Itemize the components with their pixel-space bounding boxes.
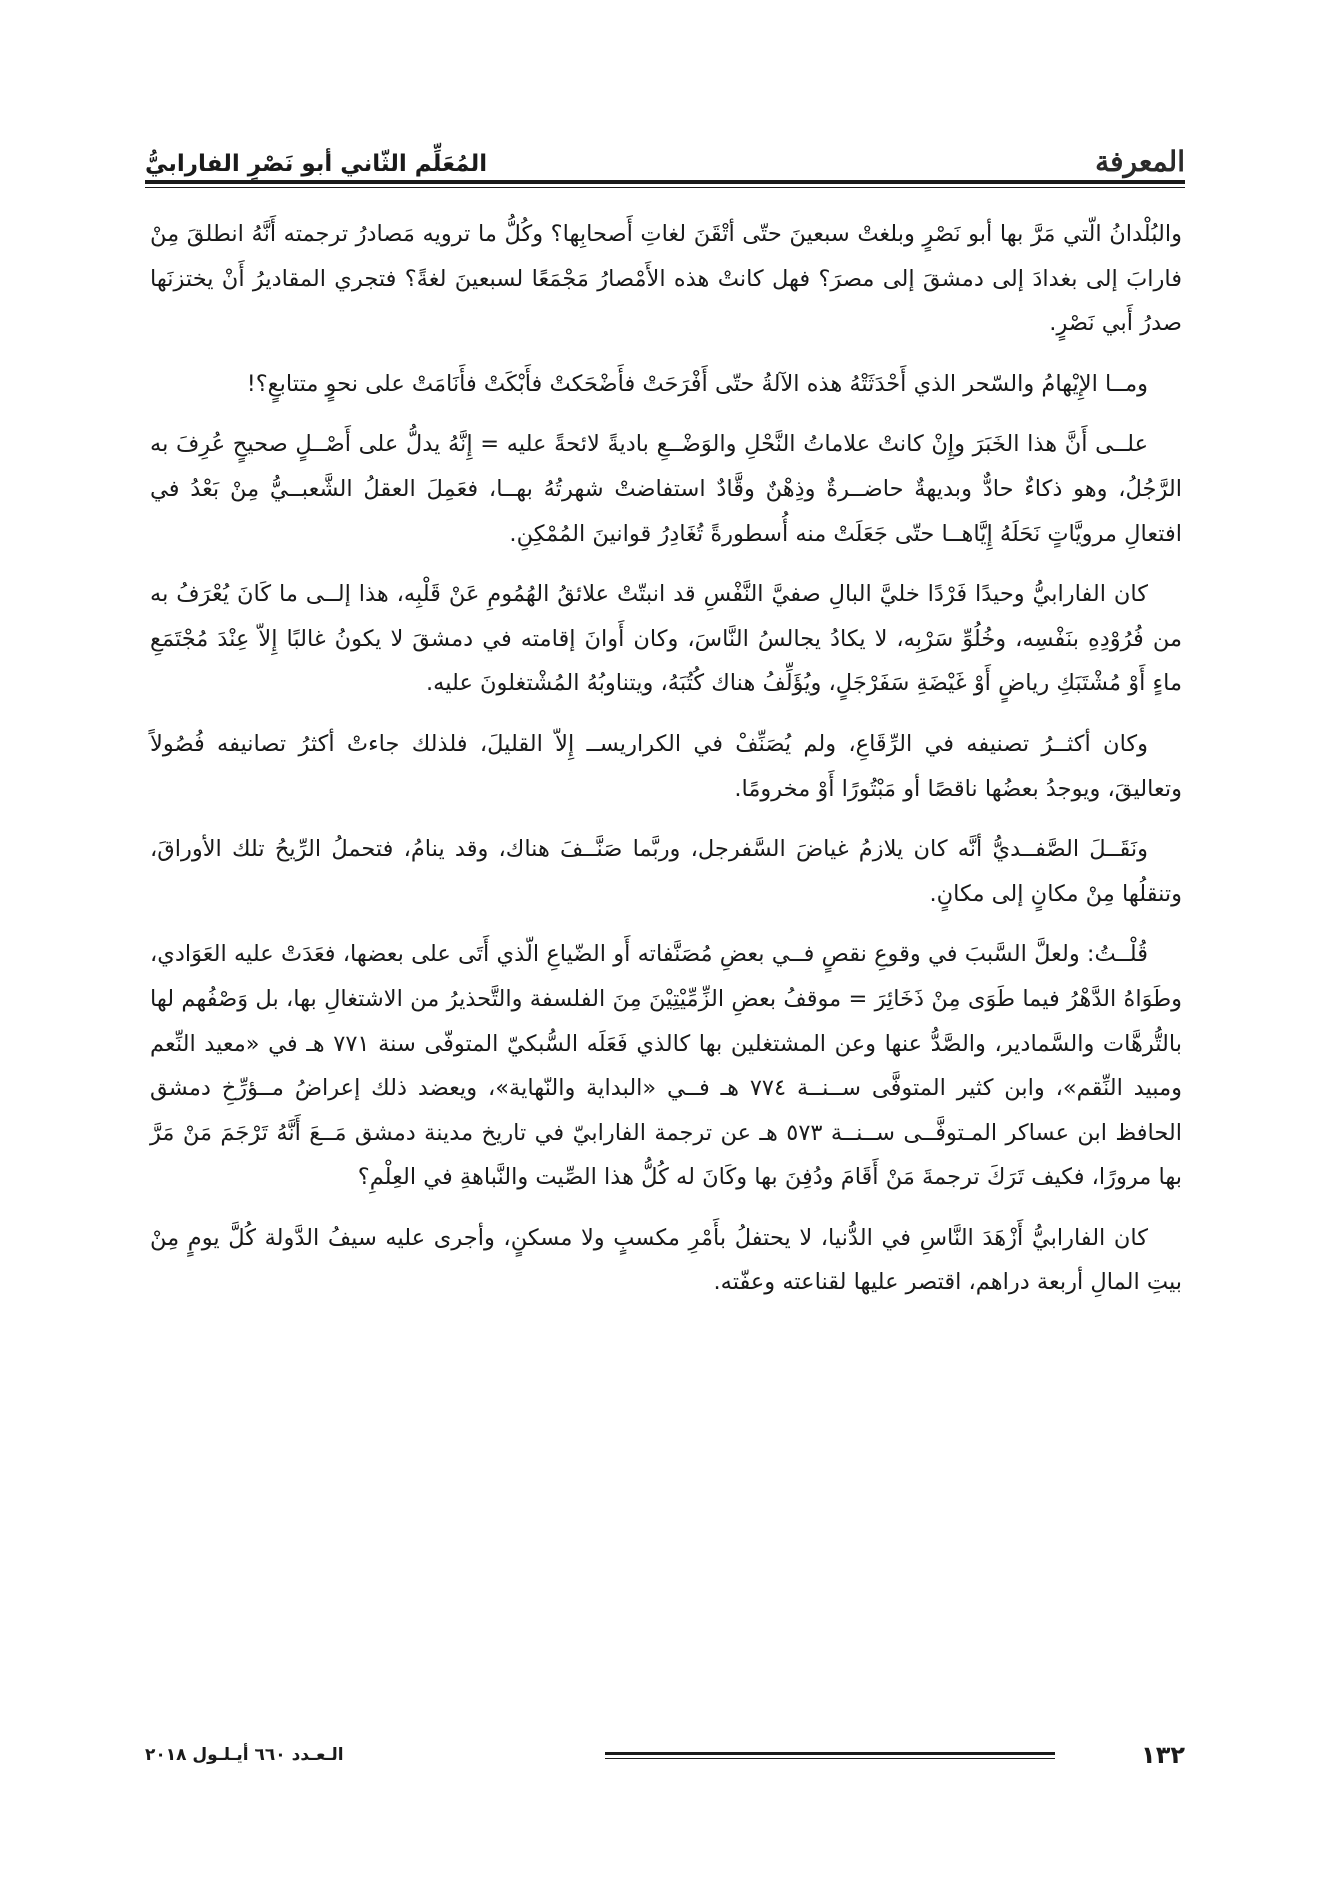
- page-footer: [145, 1740, 1185, 1770]
- issue-info: الـعـدد ٦٦٠ أيـلـول ٢٠١٨: [145, 1745, 344, 1765]
- paragraph-5: وكان أكثــرُ تصنيفه في الرِّقَاعِ، ولم يُصَنِّفْ في الكراريســ إِلاّ القليلَ، فلذلك جاءتْ أكثرُ تصانيفه فُصُولاً وتعاليقَ، ويوجدُ بعضُها ناقصًا أو مَبْتُورًا أَوْ مخرومًا.: [150, 730, 1182, 802]
- paragraph-3: علــى أَنَّ هذا الخَبَرَ وإِنْ كانتْ علاماتُ النَّحْلِ والوَضْــعِ باديةً لائحةً عليه = إِنَّهُ يدلُّ على أَصْــلٍ صحيحٍ عُرِفَ به الرَّجُلُ، وهو ذكاءٌ حادٌّ وبديهةٌ حاضــرةٌ وذِهْنٌ وقَّادٌ استفاضتْ شهرتُهُ بهــا، فعَمِلَ العقلُ الشَّعبــيُّ مِنْ بَعْدُ في افتعالِ مرويَّاتٍ نَحَلَهُ إِيَّاهــا حتّى جَعَلَتْ منه أُسطورةً تُغَادِرُ قوانينَ المُمْكِنِ.: [150, 431, 1182, 547]
- paragraph-1: والبُلْدانُ الّتي مَرَّ بها أبو نَصْرٍ وبلغتْ سبعينَ حتّى أتْقَنَ لغاتِ أَصحابِها؟ وكُلُّ ما ترويه مَصادرُ ترجمته أَنَّهُ انطلقَ مِنْ فارابَ إلى بغدادَ إلى دمشقَ إلى مصرَ؟ فهل كانتْ هذه الأَمْصارُ مَجْمَعًا لسبعينَ لغةً؟ فتجري المقاديرُ أَنْ يختزنَها صدرُ أَبي نَصْرٍ.: [150, 221, 1182, 337]
- running-title: المُعَلِّم الثّاني أبو نَصْرٍ الفارابيُّ: [145, 151, 488, 177]
- article-body: [150, 212, 1182, 1321]
- footer-rule-thick: [605, 1752, 1055, 1755]
- header-rule-thick: [145, 180, 1185, 184]
- paragraph-8: كان الفارابيُّ أَزْهَدَ النَّاسِ في الدُّنيا، لا يحتفلُ بأَمْرِ مكسبٍ ولا مسكنٍ، وأجرى عليه سيفُ الدَّولة كُلَّ يومٍ مِنْ بيتِ المالِ أربعة دراهم، اقتصر عليها لقناعته وعفّته.: [150, 1224, 1182, 1296]
- page-number: ١٣٢: [1141, 1741, 1185, 1769]
- paragraph-7: قُلْــتُ: ولعلَّ السَّببَ في وقوعِ نقصٍ فــي بعضِ مُصَنَّفاته أَو الضّياعِ الّذي أَتَى على بعضها، فعَدَتْ عليه العَوَادي، وطَوَاهُ الدَّهْرُ فيما طَوَى مِنْ ذَخَائِرَ = موقفُ بعضِ الزِّمِّيْتِيْنَ مِنَ الفلسفة والتَّحذيرُ من الاشتغالِ بها، بل وَصْفُهم لها بالتُّرهَّات والسَّمادير، والصَّدُّ عنها وعن المشتغلين بها كالذي فَعَلَه السُّبكيّ المتوفّى سنة ٧٧١ هـ في «معيد النِّعم ومبيد النِّقم»، وابن كثير المتوفَّى ســنــة ٧٧٤ هـ فــي «البداية والنّهاية»، ويعضد ذلك إعراضُ مــؤرِّخِ دمشق الحافظ ابن عساكر المـتوفَّــى ســنــة ٥٧٣ هـ عن ترجمة الفارابيّ في تاريخ مدينة دمشق مَــعَ أَنَّهُ تَرْجَمَ مَنْ مَرَّ بها مرورًا، فكيف تَرَكَ ترجمةَ مَنْ أَقَامَ ودُفِنَ بها وكَانَ له كُلُّ هذا الصِّيت والنَّباهةِ في العِلْمِ؟: [150, 941, 1182, 1191]
- paragraph-6: ونَقَــلَ الصَّفــديُّ أنَّه كان يلازمُ غياضَ السَّفرجل، وربَّما صَنَّــفَ هناك، وقد ينامُ، فتحملُ الرِّيحُ تلك الأوراقَ، وتنقلُها مِنْ مكانٍ إلى مكانٍ.: [150, 836, 1182, 907]
- page-header: [145, 128, 1185, 176]
- magazine-logo: المعرفة: [1095, 145, 1185, 178]
- footer-rule-thin: [605, 1758, 1055, 1759]
- paragraph-2: ومــا الإِيْهامُ والسّحر الذي أَحْدَثَتْهُ هذه الآلةُ حتّى أَفْرَحَتْ فأَضْحَكتْ فأَبْكَتْ فأَنَامَتْ على نحوٍ متتابعٍ؟!: [246, 370, 1148, 397]
- footer-rule: [605, 1752, 1055, 1759]
- header-rule-thin: [145, 187, 1185, 188]
- paragraph-4: كان الفارابيُّ وحيدًا فَرْدًا خليَّ البالِ صفيَّ النَّفْسِ قد انبتّتْ علائقُ الهُمُومِ عَنْ قَلْبِه، هذا إلــى ما كَانَ يُعْرَفُ به من فُرُوْدِهِ بنَفْسِه، وخُلُوِّ سَرْبِه، لا يكادُ يجالسُ النَّاسَ، وكان أَوانَ إقامته في دمشقَ لا يكونُ غالبًا إِلاّ عِنْدَ مُجْتَمَعِ ماءٍ أَوْ مُشْتَبَكِ رياضٍ أَوْ غَيْضَةِ سَفَرْجَلٍ، ويُؤَلِّفُ هناك كُتُبَهُ، ويتناوبُهُ المُشْتغلونَ عليه.: [150, 581, 1182, 697]
